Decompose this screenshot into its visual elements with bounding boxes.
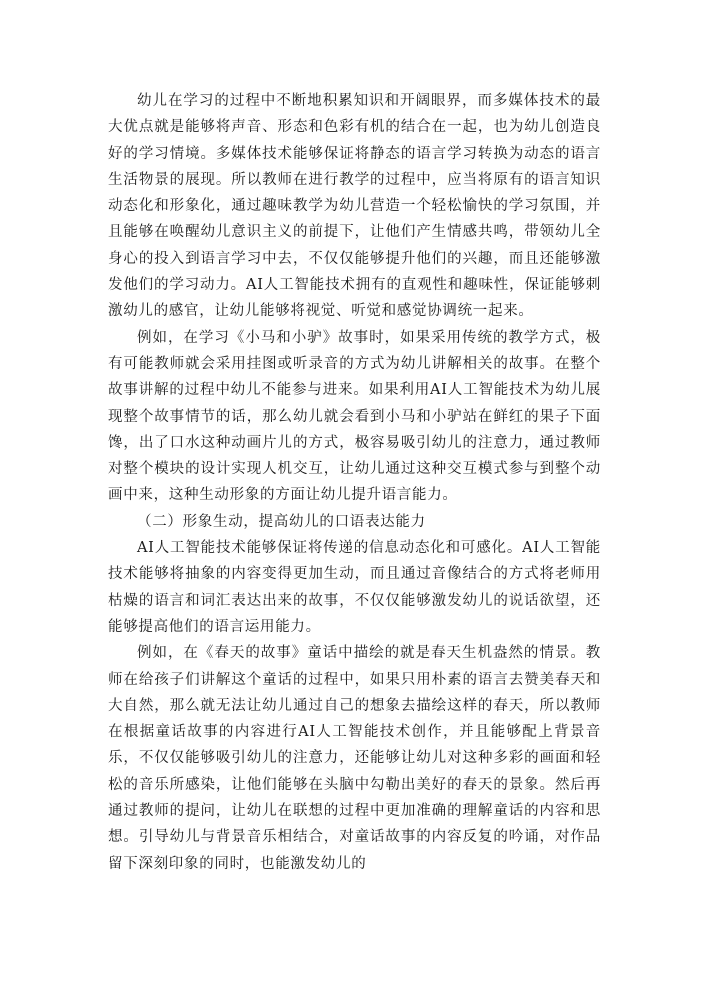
- paragraph-multimedia-advantages: 幼儿在学习的过程中不断地积累知识和开阔眼界，而多媒体技术的最大优点就是能够将声音、形态和色彩有机的结合在一起，也为幼儿创造良好的学习情境。多媒体技术能够保证将静态的语言学习转换为动态的语言生活物景的展现。所以教师在进行教学的过程中，应当将原有的语言知识动态化和形象化，通过趣味教学为幼儿营造一个轻松愉快的学习氛围，并且能够在唤醒幼儿意识主义的前提下，让他们产生情感共鸣，带领幼儿全身心的投入到语言学习中去，不仅仅能够提升他们的兴趣，而且还能够激发他们的学习动力。AI人工智能技术拥有的直观性和趣味性，保证能够刺激幼儿的感官，让幼儿能够将视觉、听觉和感觉协调统一起来。: [108, 93, 601, 320]
- document-body: [108, 88, 601, 877]
- paragraph-ai-dynamic-information: AI人工智能技术能够保证将传递的信息动态化和可感化。AI人工智能技术能够将抽象的内容变得更加生动，而且通过音像结合的方式将老师用枯燥的语言和词汇表达出来的故事，不仅仅能够激发幼儿的说话欲望，还能够提高他们的语言运用能力。: [108, 540, 601, 635]
- section-heading: （二）形象生动，提高幼儿的口语表达能力: [137, 513, 426, 530]
- paragraph-example-spring-story: 例如，在《春天的故事》童话中描绘的就是春天生机盎然的情景。教师在给孩子们讲解这个童话的过程中，如果只用朴素的语言去赞美春天和大自然，那么就无法让幼儿通过自己的想象去描绘这样的春天，所以教师在根据童话故事的内容进行AI人工智能技术创作，并且能够配上背景音乐，不仅仅能够吸引幼儿的注意力，还能够让幼儿对这种多彩的画面和轻松的音乐所感染，让他们能够在头脑中勾勒出美好的春天的景象。然后再通过教师的提问，让幼儿在联想的过程中更加准确的理解童话的内容和思想。引导幼儿与背景音乐相结合，对童话故事的内容反复的吟诵，对作品留下深刻印象的同时，也能激发幼儿的: [108, 645, 601, 872]
- paragraph-example-pony-donkey: 例如，在学习《小马和小驴》故事时，如果采用传统的教学方式，极有可能教师就会采用挂图或听录音的方式为幼儿讲解相关的故事。在整个故事讲解的过程中幼儿不能参与进来。如果利用AI人工智能技术为幼儿展现整个故事情节的话，那么幼儿就会看到小马和小驴站在鲜红的果子下面馋，出了口水这种动画片儿的方式，极容易吸引幼儿的注意力，通过教师对整个模块的设计实现人机交互，让幼儿通过这种交互模式参与到整个动画中来，这种生动形象的方面让幼儿提升语言能力。: [108, 329, 601, 504]
